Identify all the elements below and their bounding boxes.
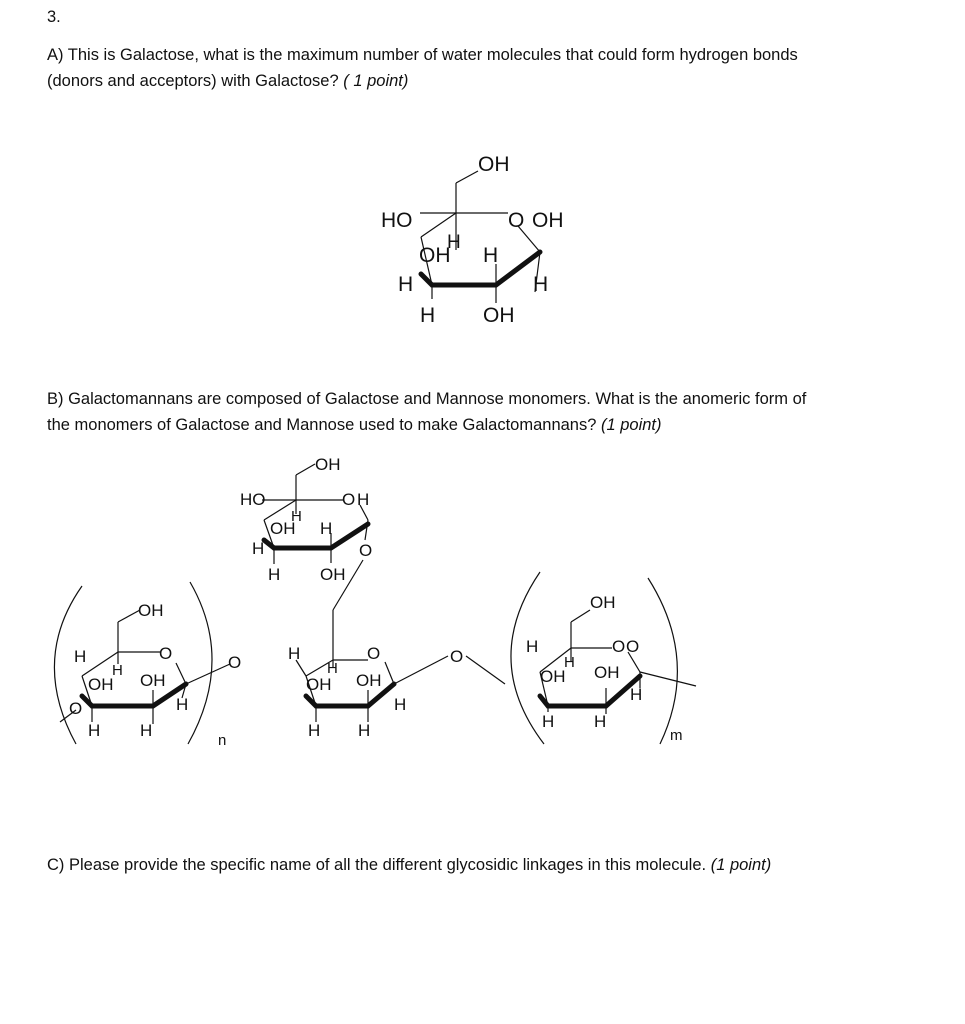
part-a-line1: A) This is Galactose, what is the maximum number of water molecules that could form hydrogen bonds xyxy=(47,46,798,64)
right-man-oh-c3: OH xyxy=(594,663,620,682)
left-man-h-c2: H xyxy=(112,662,123,679)
left-man-oh-c6: OH xyxy=(138,601,164,620)
side-gal-h-c5: H xyxy=(252,539,265,558)
left-man-h-bottom-1: H xyxy=(88,721,101,740)
mid-man-oh-c2: OH xyxy=(306,675,332,694)
mid-man-h-bottom-1: H xyxy=(308,721,321,740)
left-man-oh-c2: OH xyxy=(88,675,114,694)
part-c-points: (1 point) xyxy=(710,856,772,874)
mid-man-h-c1: H xyxy=(394,695,407,714)
question-number: 3. xyxy=(47,8,61,26)
part-a-points: ( 1 point) xyxy=(343,72,409,90)
right-man-h-c1: H xyxy=(630,685,643,704)
side-gal-oh-bottom: OH xyxy=(320,565,346,584)
right-man-oh-c6: OH xyxy=(590,593,616,612)
side-gal-link-o: O xyxy=(359,541,373,560)
galactose-h-c4: H xyxy=(447,232,461,253)
left-man-h-bottom-2: H xyxy=(140,721,153,740)
right-man-ring-o: O xyxy=(612,637,626,656)
left-man-h: H xyxy=(74,647,87,666)
part-a-line2-text: (donors and acceptors) with Galactose? xyxy=(47,72,344,90)
part-c-text: C) Please provide the specific name of all the different glycosidic linkages in this molecule. xyxy=(47,856,711,874)
galactose-ring-o: O xyxy=(508,209,525,232)
part-b-line1: B) Galactomannans are composed of Galactose and Mannose monomers. What is the anomeric form of xyxy=(47,390,807,408)
right-man-oh-c2: OH xyxy=(540,667,566,686)
side-gal-ring-o: O xyxy=(342,490,356,509)
galactose-h-c5: H xyxy=(398,273,414,296)
mid-man-h-bottom-2: H xyxy=(358,721,371,740)
right-man-h-bottom-2: H xyxy=(594,712,607,731)
side-gal-ho: HO xyxy=(240,490,266,509)
side-gal-h-c4: H xyxy=(291,508,302,525)
left-man-link-o: O xyxy=(69,699,83,718)
galactose-ho-c4: HO xyxy=(381,209,413,232)
part-b-line2-text: the monomers of Galactose and Mannose used to make Galactomannans? xyxy=(47,416,601,434)
left-man-h-c1: H xyxy=(176,695,189,714)
left-man-oh-c3: OH xyxy=(140,671,166,690)
galactose-h-c1: H xyxy=(533,273,549,296)
galactose-h-bottom: H xyxy=(420,304,436,327)
side-gal-oh-c4: OH xyxy=(270,519,296,538)
galactose-oh-c1: OH xyxy=(532,209,564,232)
mid-man-h-c2: H xyxy=(327,660,338,677)
repeat-m: m xyxy=(670,727,683,744)
part-b-points: (1 point) xyxy=(600,416,662,434)
side-gal-h-bottom: H xyxy=(268,565,281,584)
side-gal-h-c3: H xyxy=(320,519,333,538)
galactose-oh-c6: OH xyxy=(478,153,510,176)
left-man-ring-o: O xyxy=(159,644,173,663)
right-man-h-c2: H xyxy=(564,654,575,671)
right-man-link-o: O xyxy=(626,637,640,656)
galactose-oh-c4: OH xyxy=(419,244,451,267)
galactose-h-c3: H xyxy=(483,244,499,267)
side-gal-h-anomeric: H xyxy=(357,490,370,509)
mid-man-oh-c3: OH xyxy=(356,671,382,690)
galactose-oh-bottom: OH xyxy=(483,304,515,327)
right-man-h-bottom-1: H xyxy=(542,712,555,731)
link-o-right: O xyxy=(450,647,464,666)
side-gal-oh-c6: OH xyxy=(315,455,341,474)
mid-man-h: H xyxy=(288,644,301,663)
right-man-h: H xyxy=(526,637,539,656)
mid-man-ring-o: O xyxy=(367,644,381,663)
link-o-left: O xyxy=(228,653,242,672)
repeat-n: n xyxy=(218,732,227,749)
